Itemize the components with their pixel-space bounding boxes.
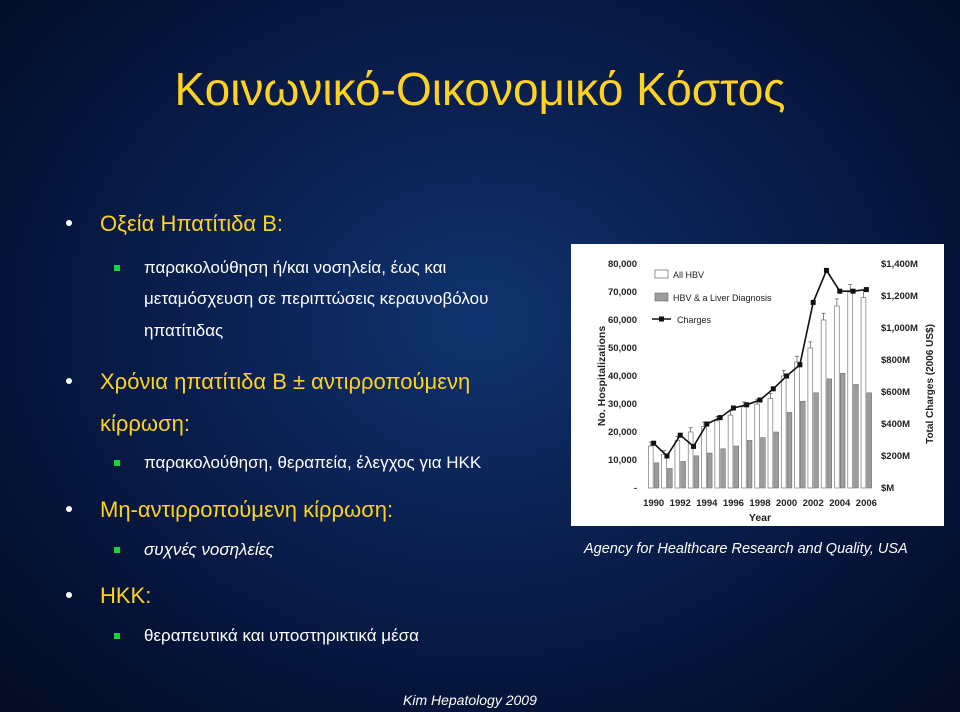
bullet-text: κίρρωση: [100, 411, 191, 436]
sub-item [144, 535, 274, 565]
bar-all-hbv [768, 398, 773, 488]
bar-hbv-liver [774, 432, 779, 488]
bullet-dot-icon [66, 592, 72, 598]
bar-hbv-liver [840, 373, 845, 488]
bar-all-hbv [675, 440, 680, 488]
charges-point [678, 433, 683, 438]
square-bullet-icon [114, 547, 120, 553]
bar-hbv-liver [654, 463, 659, 488]
y-tick-label: 30,000 [607, 399, 637, 410]
x-axis-title: Year [748, 512, 772, 524]
bar-hbv-liver [827, 379, 832, 488]
slide-footer: Kim Hepatology 2009 [403, 692, 537, 708]
square-bullet-icon [114, 633, 120, 639]
charges-point [758, 398, 763, 403]
bar-hbv-liver [867, 393, 872, 488]
bar-all-hbv [808, 348, 813, 488]
bar-hbv-liver [747, 440, 752, 488]
sub-item-continued [144, 316, 223, 346]
y-tick-label: 40,000 [607, 371, 637, 382]
square-bullet-icon [114, 265, 120, 271]
bar-hbv-liver [681, 461, 686, 488]
x-tick-label: 1996 [722, 498, 744, 509]
y-tick-label: - [633, 483, 637, 494]
y2-tick-label: $800M [881, 355, 911, 366]
bar-all-hbv [688, 432, 693, 488]
bar-all-hbv [702, 426, 707, 488]
x-tick-label: 2000 [776, 498, 798, 509]
bullet-acute-hepatitis [100, 211, 283, 237]
hospitalizations-chart [571, 244, 944, 526]
bar-all-hbv [648, 446, 653, 488]
y2-tick-label: $600M [881, 387, 911, 398]
sub-item [144, 253, 446, 283]
bar-all-hbv [715, 421, 720, 488]
y-tick-label: 20,000 [607, 427, 637, 438]
y-tick-label: 80,000 [607, 259, 637, 270]
bar-all-hbv [795, 362, 800, 488]
charges-point [704, 422, 709, 427]
bar-hbv-liver [694, 456, 699, 488]
bar-hbv-liver [721, 449, 726, 488]
bar-hbv-liver [734, 446, 739, 488]
legend-swatch-all-hbv [655, 270, 668, 278]
sub-item-continued [144, 284, 488, 314]
charges-point [864, 287, 869, 292]
bar-all-hbv [821, 320, 826, 488]
legend-swatch-hbv-liver [655, 293, 668, 301]
y-tick-label: 60,000 [607, 315, 637, 326]
y-tick-label: 10,000 [607, 455, 637, 466]
charges-point [771, 386, 776, 391]
y-tick-label: 70,000 [607, 287, 637, 298]
bar-all-hbv [861, 298, 866, 488]
charges-point [784, 374, 789, 379]
sub-item [144, 621, 419, 651]
bar-hbv-liver [814, 393, 819, 488]
bar-all-hbv [662, 454, 667, 488]
bar-all-hbv [728, 415, 733, 488]
charges-point [651, 441, 656, 446]
bar-hbv-liver [854, 384, 859, 488]
slide-title: Κοινωνικό-Οικονομικό Κόστος [174, 63, 786, 115]
x-tick-label: 1994 [696, 498, 718, 509]
y-tick-label: 50,000 [607, 343, 637, 354]
sub-text: ηπατίτιδας [144, 321, 224, 340]
sub-text: παρακολούθηση, θεραπεία, έλεγχος για ΗΚΚ [144, 453, 482, 472]
y2-axis-title: Total Charges (2006 US$) [925, 324, 936, 444]
bullet-text: Οξεία Ηπατίτιδα Β: [100, 211, 283, 236]
bar-all-hbv [755, 404, 760, 488]
charges-point [851, 289, 856, 294]
bullet-dot-icon [66, 220, 72, 226]
sub-item [144, 448, 481, 478]
charges-point [731, 406, 736, 411]
charges-point [744, 402, 749, 407]
charges-point [691, 444, 696, 449]
y2-tick-label: $200M [881, 451, 911, 462]
x-tick-label: 2002 [802, 498, 824, 509]
bar-all-hbv [848, 292, 853, 488]
charges-point [718, 415, 723, 420]
x-tick-label: 2004 [829, 498, 851, 509]
x-tick-label: 2006 [855, 498, 877, 509]
sub-text: συχνές νοσηλείες [144, 540, 274, 559]
chart-source-caption: Agency for Healthcare Research and Quality, USA [584, 541, 908, 557]
bullet-decompensated-cirrhosis [100, 497, 393, 523]
sub-text: μεταμόσχευση σε περιπτώσεις κεραυνοβόλου [144, 289, 489, 308]
bullet-chronic-hepatitis [100, 369, 470, 395]
x-tick-label: 1998 [749, 498, 771, 509]
charges-point [837, 289, 842, 294]
bullet-text: ΗΚΚ: [100, 583, 152, 608]
bar-hbv-liver [667, 468, 672, 488]
bar-all-hbv [781, 376, 786, 488]
square-bullet-icon [114, 460, 120, 466]
bullet-hcc [100, 583, 151, 609]
x-tick-label: 1992 [669, 498, 691, 509]
bullet-chronic-hepatitis-continued [100, 411, 190, 437]
x-tick-label: 1990 [643, 498, 665, 509]
y2-tick-label: $1,000M [881, 323, 918, 334]
charges-point [797, 362, 802, 367]
bullet-dot-icon [66, 506, 72, 512]
bar-all-hbv [834, 306, 839, 488]
y-axis-title: No. Hospitalizations [596, 325, 608, 427]
legend-label: HBV & a Liver Diagnosis [673, 293, 772, 303]
y2-tick-label: $400M [881, 419, 911, 430]
sub-text: παρακολούθηση ή/και νοσηλεία, έως και [144, 258, 447, 277]
charges-point [811, 300, 816, 305]
bar-hbv-liver [707, 453, 712, 488]
legend-label: All HBV [673, 270, 705, 280]
y2-tick-label: $1,400M [881, 259, 918, 270]
charges-point [824, 268, 829, 273]
legend-label: Charges [677, 315, 712, 325]
bar-hbv-liver [800, 401, 805, 488]
bar-all-hbv [741, 407, 746, 488]
y2-tick-label: $M [881, 483, 895, 494]
charges-point [664, 454, 669, 459]
chart-svg [571, 244, 944, 526]
bullet-text: Μη-αντιρροπούμενη κίρρωση: [100, 497, 394, 522]
bullet-dot-icon [66, 378, 72, 384]
y2-tick-label: $1,200M [881, 291, 918, 302]
bullet-text: Χρόνια ηπατίτιδα Β ± αντιρροπούμενη [100, 369, 471, 394]
legend-marker-charges [659, 317, 664, 322]
bar-hbv-liver [787, 412, 792, 488]
bar-hbv-liver [761, 438, 766, 488]
sub-text: θεραπευτικά και υποστηρικτικά μέσα [144, 626, 419, 645]
